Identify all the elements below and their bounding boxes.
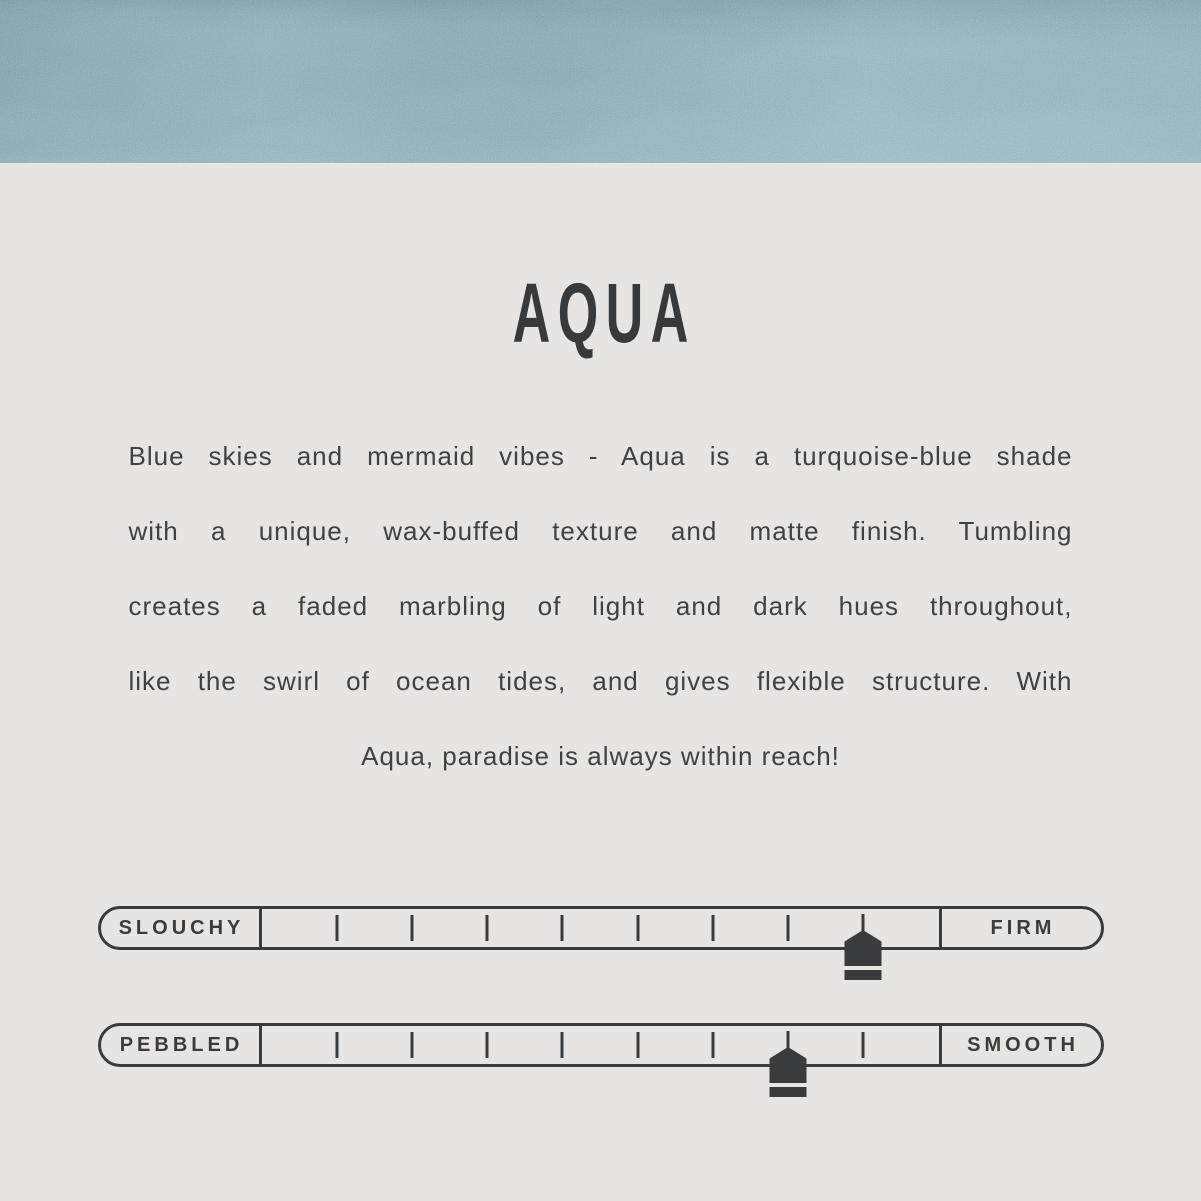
slider-texture (98, 1023, 1104, 1067)
description-line: Blue skies and mermaid vibes - Aqua is a turquoise-blue shade (128, 441, 1073, 471)
slider-left-label: SLOUCHY (101, 909, 262, 947)
description-line: creates a faded marbling of light and dark hues throughout, (128, 591, 1073, 621)
tick-mark (410, 915, 413, 941)
leather-swatch-image (0, 0, 1201, 163)
description-line: Aqua, paradise is always within reach! (361, 741, 840, 771)
tick-mark (636, 1032, 639, 1058)
tick-mark (711, 915, 714, 941)
tick-mark (862, 1032, 865, 1058)
color-description (129, 419, 1073, 794)
slider-pill (98, 1023, 1104, 1067)
description-line: with a unique, wax-buffed texture and matte finish. Tumbling (128, 516, 1073, 546)
slider-track (262, 1026, 939, 1064)
tick-mark (787, 915, 790, 941)
description-line: like the swirl of ocean tides, and gives flexible structure. With (128, 666, 1073, 696)
leather-texture-graphic (0, 0, 1201, 163)
slider-right-label: FIRM (939, 909, 1101, 947)
slider-left-label: PEBBLED (101, 1026, 262, 1064)
tick-mark (486, 915, 489, 941)
tick-mark (711, 1032, 714, 1058)
slider-right-label: SMOOTH (939, 1026, 1101, 1064)
slider-pill (98, 906, 1104, 950)
tick-mark (636, 915, 639, 941)
slider-structure (98, 906, 1104, 950)
slider-marker-icon (766, 1023, 810, 1099)
slider-track (262, 909, 939, 947)
tick-mark (335, 915, 338, 941)
color-title: AQUA (512, 266, 696, 360)
slider-marker-icon (841, 906, 885, 982)
tick-mark (561, 915, 564, 941)
tick-mark (410, 1032, 413, 1058)
tick-mark (561, 1032, 564, 1058)
tick-mark (335, 1032, 338, 1058)
tick-mark (486, 1032, 489, 1058)
